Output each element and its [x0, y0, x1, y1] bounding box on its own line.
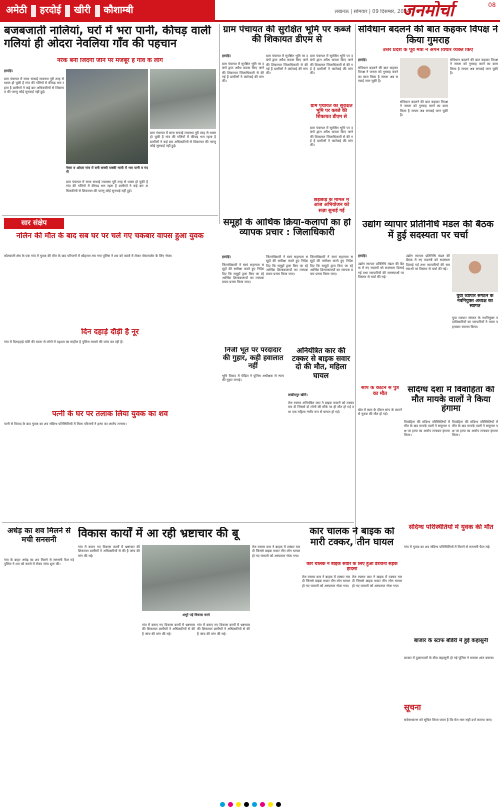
body-bike-3: तेज रफ्तार कार ने बाइक में टक्कर मार दी जिससे बाइक सवार तीन लोग घायल हो गए घायलों को अस्पताल भेजा गया। [352, 575, 402, 588]
headline-development: विकास कार्यों में आ रही भ्रष्टाचार की बू [78, 527, 239, 540]
headline-short-1: नलिन की मौत के बाद सब घर पर चले गए चकबार वापस हुआ युवक [16, 232, 204, 240]
body-accident: तेज रफ्तार अनियंत्रित कार ने बाइक सवारों को टक्कर मार दी जिससे दो लोगों की मौके पर ही मौत हो गई तथा एक महिला गंभीर रूप से घायल हो गई। [288, 401, 354, 414]
photo-caption-development: अधूरे पड़े विकास कार्य [182, 613, 210, 617]
body-jansunwai: युवा व्यापार संगठन के नवनियुक्त पदाधिकारियों का व्यापारियों ने माला पहनाकर स्वागत किया। [452, 316, 498, 329]
headline-kharif: बाजार के स्टाफ बॉर्डरी में हुई कहासुनी [414, 638, 488, 644]
body-constitution: संविधान बदलने की बात कहकर विपक्ष ने जनता को गुमराह करने का काम किया है जनता अब सच्चाई जान चुकी है। [358, 66, 398, 83]
headline-sandigdh2: संदिग्ध परिस्थितियों में युवक की मौत [408, 524, 494, 531]
body-udyog-2: उद्योग व्यापार प्रतिनिधि मंडल की बैठक में नए सदस्यों को सदस्यता दिलाई गई तथा व्यापारियों की समस्याओं पर विस्तार से चर्चा की गई। [406, 254, 450, 271]
tab-hardoi[interactable]: हरदोई [39, 5, 62, 16]
tab-amethi[interactable]: अमेठी [6, 5, 27, 16]
body-short-2: गांव में दिनदहाड़े चोरी की घटना से लोगों में दहशत का माहौल है पुलिस मामले की जांच कर रही है। [4, 340, 124, 344]
news-photo [400, 58, 448, 98]
headline-pond: ग्राम पंचायत की सुरक्षित भूमि पर कब्जे की शिकायत डीएम से [223, 25, 351, 46]
body-died: खेत में काम के दौरान सांप के काटने से युवक की मौत हो गई। [358, 408, 402, 417]
headline-udyog: उद्योग व्यापार प्रतिनिधि मंडल की बैठक में हुई सदस्यता पर चर्चा [362, 220, 494, 241]
body-sansad: विवाहिता की संदिग्ध परिस्थितियों में मौत के बाद मायके वालों ने ससुराल पक्ष पर हत्या का आरोप लगाकर हंगामा किया। [404, 420, 450, 437]
tab-kheri[interactable]: खीरी [74, 5, 91, 16]
dateline: लखनऊ | सोमवार | 09 दिसम्बर, 2024 [334, 9, 410, 15]
body-short-1: कोतवाली क्षेत्र के एक गांव में युवक की मौत के बाद परिजनों में कोहराम मच गया पुलिस ने शव को कब्जे में लेकर पोस्टमार्टम के लिए भेजा। [4, 254, 173, 258]
body-art-2: जिलाधिकारी ने स्वयं सहायता समूहों की समीक्षा करते हुए निर्देश दिए कि समूहों द्वारा किए जा रहे आर्थिक क्रियाकलापों का व्यापक प्रचार प्रसार किया जाए। [266, 255, 308, 277]
headline-art: समूहों के आर्थिक क्रिया-कलापों का हो व्यापक प्रचार : जिलाधिकारी [223, 218, 351, 239]
row-rule [2, 215, 218, 216]
body-development-3: गांव में कराए गए विकास कार्यों में भ्रष्टाचार की शिकायत ग्रामीणों ने अधिकारियों से की है जांच की मांग की गई। [197, 623, 250, 636]
headline-sansad: संदिग्ध दशा में विवाहिता की मौत मायके वालों ने किया हंगामा [407, 386, 495, 415]
body-bike: तेज रफ्तार कार ने बाइक में टक्कर मार दी जिससे बाइक सवार तीन लोग घायल हो गए घायलों को अस्पताल भेजा गया। [252, 545, 300, 558]
column-rule [355, 24, 356, 544]
masthead-logo: जनमोर्चा [402, 1, 454, 21]
body-sansad-2: विवाहिता की संदिग्ध परिस्थितियों में मौत के बाद मायके वालों ने ससुराल पक्ष पर हत्या का आरोप लगाकर हंगामा किया। [452, 420, 498, 437]
body-constitution-3: संविधान बदलने की बात कहकर विपक्ष ने जनता को गुमराह करने का काम किया है जनता अब सच्चाई जान चुकी है। [450, 58, 498, 75]
dateline-pond: हरदोई। [222, 54, 231, 58]
body-art: जिलाधिकारी ने स्वयं सहायता समूहों की समीक्षा करते हुए निर्देश दिए कि समूहों द्वारा किए जा रहे आर्थिक क्रियाकलापों का व्यापक प्रचार प्रसार किया जाए। [222, 263, 264, 285]
print-registration-marks [0, 800, 500, 809]
notice-label: सूचना [404, 704, 421, 712]
headline-elder: अधेड़ का शव मिलने से मची सनसनी [7, 527, 71, 544]
row-rule [2, 522, 354, 523]
subhead-pond-inline: ग्राम पंचायत की सुरक्षित भूमि पर कब्जे की शिकायत डीएम से [310, 104, 353, 120]
dateline-art: हरदोई। [222, 255, 231, 259]
news-photo [66, 69, 148, 164]
dateline-constitution: हरदोई। [358, 58, 367, 62]
short-news-label: सार संक्षेप [4, 218, 64, 229]
headline-drain: बजबजाती नालियां, घरों में भरा पानी, कीचड़ वाली गलियां ही ओदरा नेवलिया गाँव की पहचान [4, 25, 211, 50]
body-drain-3: ग्राम पंचायत में साफ सफाई व्यवस्था पूरी तरह से ध्वस्त हो चुकी है गांव की गलियों में कीचड़ भरा रहता है ग्रामीणों ने कई बार अधिकारियों से शिकायत की परन्तु कोई सुनवाई नहीं हुई। [66, 180, 148, 193]
headline-constitution: संविधान बदलने की बात कहकर विपक्ष ने किया गुमराह [358, 25, 498, 46]
body-pond-3: ग्राम पंचायत में सुरक्षित भूमि पर दबंगों द्वारा अवैध कब्जा किए जाने की शिकायत जिलाधिकारी से की गई है ग्रामीणों ने कार्रवाई की मांग की। [310, 54, 353, 76]
dateline-drain: हरदोई। [4, 69, 13, 73]
body-drain-2: ग्राम पंचायत में साफ सफाई व्यवस्था पूरी तरह से ध्वस्त हो चुकी है गांव की गलियों में कीचड़ भरा रहता है ग्रामीणों ने कई बार अधिकारियों से शिकायत की परन्तु कोई सुनवाई नहीं हुई। [150, 131, 216, 148]
dateline-udyog: हरदोई। [358, 254, 367, 258]
headline-accident: अनियंत्रित कार की टक्कर से बाइक सवार दो की मौत, महिला घायल [292, 347, 350, 380]
body-elder: गांव के बाहर अधेड़ का शव मिलने से सनसनी फैल गई पुलिस ने शव को कब्जे में लेकर जांच शुरू की। [4, 558, 74, 567]
headline-short-3: पत्नी के घर पर तलाक लिया युवक का शव [52, 410, 168, 418]
news-photo [142, 545, 250, 611]
news-photo [150, 69, 216, 129]
headline-died: सांप के काटने से पुत्र का मौत [361, 386, 399, 397]
body-development-2: गांव में कराए गए विकास कार्यों में भ्रष्टाचार की शिकायत ग्रामीणों ने अधिकारियों से की है जांच की मांग की गई। [142, 623, 195, 636]
body-notice: सर्वसाधारण को सूचित किया जाता है कि मेरा नाम सही दर्ज कराया जाए। [404, 718, 493, 722]
subhead-bike: कार चालक ने बाइक सवार के लिए हुआ डरावना सड़क हादसा [306, 562, 398, 572]
headline-bike: कार चालक ने बाइक को मारी टक्कर, तीन घायल [309, 527, 395, 548]
column-rule [219, 24, 220, 224]
news-photo [452, 254, 498, 292]
body-art-3: जिलाधिकारी ने स्वयं सहायता समूहों की समीक्षा करते हुए निर्देश दिए कि समूहों द्वारा किए जा रहे आर्थिक क्रियाकलापों का व्यापक प्रचार प्रसार किया जाए। [310, 255, 353, 277]
headline-short-2: दिन दहाड़े दौड़ी है नूर [81, 328, 139, 336]
subhead-constitution: उत्तर प्रदेश के पूर्व मंत्री ने अपने विचार व्यक्त किए [382, 48, 474, 53]
headline-murder: निजी भूत पर परदादार की गुहार, कही हवालात नहीं [222, 347, 284, 370]
body-pond-4: ग्राम पंचायत में सुरक्षित भूमि पर दबंगों द्वारा अवैध कब्जा किए जाने की शिकायत जिलाधिकारी से की गई है ग्रामीणों ने कार्रवाई की मांग की। [310, 126, 353, 148]
body-development: गांव में कराए गए विकास कार्यों में भ्रष्टाचार की शिकायत ग्रामीणों ने अधिकारियों से की है जांच की मांग की गई। [78, 545, 140, 558]
dateline-accident: लखीमपुर खीरी। [288, 393, 308, 397]
photo-caption-drain: नेवरा व ओदरा गांव में बनी कच्ची पक्की नाली में भरा पानी व गंदगी [66, 166, 148, 175]
body-pond-2: ग्राम पंचायत में सुरक्षित भूमि पर दबंगों द्वारा अवैध कब्जा किए जाने की शिकायत जिलाधिकारी से की गई है ग्रामीणों ने कार्रवाई की मांग की। [266, 54, 308, 76]
subhead-drain: नरक बनी जिंदगी जीने पर मजबूर है गांव के लोग [57, 58, 163, 64]
body-sandigdh2: गांव में युवक का शव संदिग्ध परिस्थितियों में मिलने से सनसनी फैल गई। [404, 545, 491, 549]
headline-hostel: छेड़छाड़ के मामले में आज अभियोजन को सज़ा सुनाई गई [313, 198, 350, 214]
headline-jansunwai: युवा व्यापार संगठन के नवनियुक्त अध्यक्ष का स्वागत [456, 294, 494, 310]
body-short-3: पत्नी से विवाद के बाद युवक का शव संदिग्ध परिस्थितियों में मिला परिजनों ने हत्या का आरोप लगाया। [4, 422, 127, 426]
tab-kaushambi[interactable]: कौशाम्बी [103, 5, 134, 16]
body-constitution-2: संविधान बदलने की बात कहकर विपक्ष ने जनता को गुमराह करने का काम किया है जनता अब सच्चाई जान चुकी है। [400, 100, 448, 117]
page-number: 08 [488, 2, 496, 9]
body-kharif: बाजार में दुकानदारों के बीच कहासुनी हो गई पुलिस ने मामला शांत कराया। [404, 656, 495, 660]
body-drain: ग्राम पंचायत में साफ सफाई व्यवस्था पूरी तरह से ध्वस्त हो चुकी है गांव की गलियों में कीचड़ भरा रहता है ग्रामीणों ने कई बार अधिकारियों से शिकायत की परन्तु कोई सुनवाई नहीं हुई। [4, 77, 64, 94]
body-murder: भूमि विवाद में पीड़ित ने पुलिस अधीक्षक से न्याय की गुहार लगाई। [222, 374, 284, 383]
body-pond: ग्राम पंचायत में सुरक्षित भूमि पर दबंगों द्वारा अवैध कब्जा किए जाने की शिकायत जिलाधिकारी से की गई है ग्रामीणों ने कार्रवाई की मांग की। [222, 62, 264, 84]
section-tabs [0, 0, 215, 22]
body-udyog: उद्योग व्यापार प्रतिनिधि मंडल की बैठक में नए सदस्यों को सदस्यता दिलाई गई तथा व्यापारियों की समस्याओं पर विस्तार से चर्चा की गई। [358, 262, 404, 279]
body-bike-2: तेज रफ्तार कार ने बाइक में टक्कर मार दी जिससे बाइक सवार तीन लोग घायल हो गए घायलों को अस्पताल भेजा गया। [302, 575, 350, 588]
